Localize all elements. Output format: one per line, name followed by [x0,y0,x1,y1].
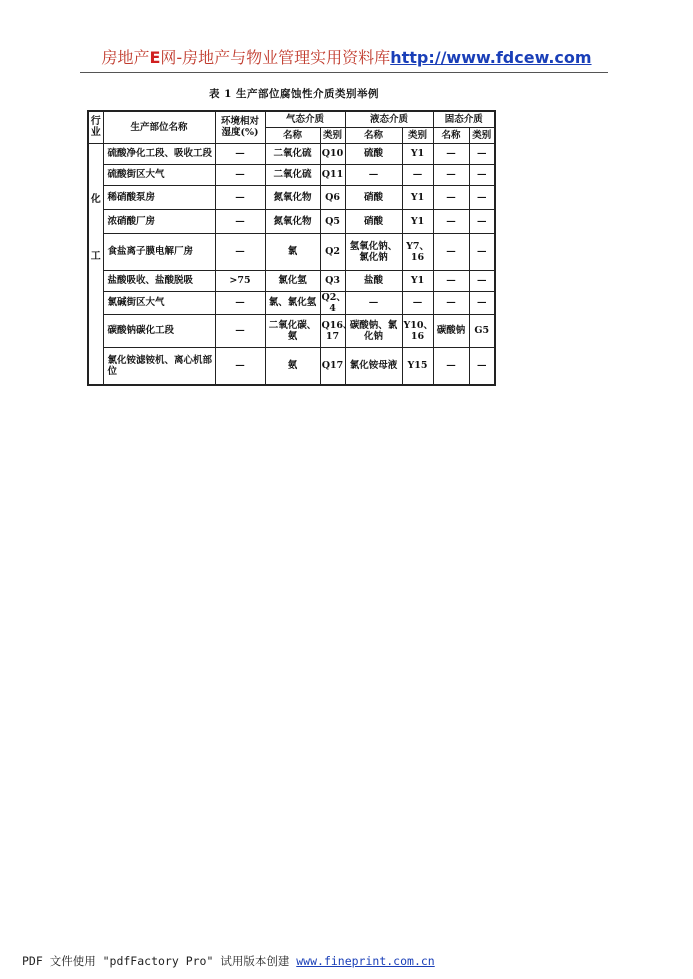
humidity-cell: — [215,209,265,233]
industry-char: 工 [90,250,101,262]
liquid-name-cell: 硝酸 [345,185,402,209]
gas-category-cell: Q16、17 [320,314,345,347]
table-row [88,347,495,385]
solid-category-cell: — [469,185,495,209]
header-title-e: E [149,48,161,67]
industry-cell [88,143,103,385]
col-header-solid-name: 名称 [433,127,469,143]
liquid-category-cell: — [402,164,433,185]
solid-category-cell: — [469,143,495,164]
col-header-gas: 气态介质 [265,111,345,127]
solid-name-cell: — [433,291,469,314]
solid-category-cell: G5 [469,314,495,347]
gas-category-cell: Q6 [320,185,345,209]
pdf-footer [22,953,435,969]
table-row [88,143,495,164]
location-cell: 硫酸净化工段、吸收工段 [103,143,215,164]
location-cell: 碳酸钠碳化工段 [103,314,215,347]
table-row [88,233,495,270]
col-header-liquid-category: 类别 [402,127,433,143]
liquid-category-cell: Y1 [402,143,433,164]
liquid-category-cell: Y10、16 [402,314,433,347]
gas-category-cell: Q2、4 [321,291,346,314]
gas-name-cell: 二氧化碳、氨 [265,314,320,347]
liquid-category-cell: Y15 [402,347,433,385]
gas-name-cell: 氯 [265,233,320,270]
table-row [88,270,495,291]
liquid-name-cell: 氢氧化钠、氯化钠 [345,233,402,270]
solid-name-cell: — [433,270,469,291]
liquid-category-cell: Y1 [402,185,433,209]
gas-name-cell: 氮氧化物 [265,209,320,233]
gas-name-cell: 氮氧化物 [265,185,320,209]
industry-char: 化 [90,193,101,205]
solid-name-cell: — [433,164,469,185]
liquid-category-cell: Y1 [402,270,433,291]
location-cell: 浓硝酸厂房 [103,209,215,233]
location-cell: 氯碱街区大气 [103,291,215,314]
solid-name-cell: — [433,185,469,209]
col-header-liquid: 液态介质 [345,111,433,127]
col-header-humidity: 环境相对湿度(%) [215,111,265,143]
liquid-category-cell: Y1 [402,209,433,233]
humidity-cell: — [215,347,265,385]
table-row [88,291,495,314]
table-title: 表 1 生产部位腐蚀性介质类别举例 [208,88,380,100]
solid-category-cell: — [469,233,495,270]
table-row [88,209,495,233]
humidity-cell: — [215,291,265,314]
humidity-cell: — [215,185,265,209]
liquid-name-cell: 硫酸 [345,143,402,164]
header-title-part1: 房地产 [101,48,150,67]
col-header-solid-category: 类别 [469,127,495,143]
col-header-gas-name: 名称 [265,127,320,143]
solid-name-cell: 碳酸钠 [433,314,469,347]
gas-name-cell: 氨 [265,347,320,385]
gas-category-cell: Q2 [320,233,345,270]
table-row [88,314,495,347]
liquid-name-cell: 碳酸钠、氯化钠 [345,314,402,347]
gas-category-cell: Q10 [320,143,345,164]
gas-name-cell: 二氧化硫 [265,143,320,164]
liquid-category-cell: — [402,291,433,314]
col-header-solid: 固态介质 [433,111,495,127]
footer-text: PDF 文件使用 "pdfFactory Pro" 试用版本创建 [22,954,297,968]
liquid-name-cell: 氯化铵母液 [345,347,402,385]
gas-category-cell: Q3 [320,270,345,291]
location-cell: 稀硝酸泵房 [103,185,215,209]
solid-category-cell: — [469,164,495,185]
humidity-cell: — [215,233,265,270]
corrosive-media-table [87,110,496,386]
liquid-name-cell: 硝酸 [345,209,402,233]
solid-category-cell: — [469,291,495,314]
table-row [88,185,495,209]
humidity-cell: — [215,143,265,164]
gas-name-cell: 二氧化硫 [265,164,320,185]
humidity-cell: >75 [215,270,265,291]
solid-category-cell: — [469,209,495,233]
col-header-gas-category: 类别 [320,127,345,143]
footer-link[interactable]: www.fineprint.com.cn [296,954,435,968]
gas-category-cell: Q17 [320,347,345,385]
header-divider [80,72,608,73]
gas-category-cell: Q5 [320,209,345,233]
solid-category-cell: — [469,347,495,385]
table-row [88,164,495,185]
col-header-liquid-name: 名称 [345,127,402,143]
liquid-name-cell: 盐酸 [345,270,402,291]
gas-name-cell: 氯、氯化氢 [265,291,320,314]
solid-name-cell: — [433,347,469,385]
location-cell: 食盐离子膜电解厂房 [103,233,215,270]
gas-category-cell: Q11 [320,164,345,185]
header-row-1 [88,111,495,127]
site-header [0,46,693,70]
header-url-link[interactable]: http://www.fdcew.com [390,48,592,67]
liquid-category-cell: Y7、16 [402,233,433,270]
col-header-industry: 行业 [88,111,103,143]
header-title-part3: 网-房地产与物业管理实用资料库 [160,48,391,67]
humidity-cell: — [215,314,265,347]
solid-name-cell: — [433,209,469,233]
humidity-cell: — [215,164,265,185]
col-header-location: 生产部位名称 [103,111,215,143]
liquid-name-cell: — [345,164,402,185]
liquid-name-cell: — [345,291,402,314]
solid-category-cell: — [469,270,495,291]
location-cell: 氯化铵滤铵机、离心机部位 [103,347,215,385]
solid-name-cell: — [433,233,469,270]
location-cell: 盐酸吸收、盐酸脱吸 [103,270,215,291]
solid-name-cell: — [433,143,469,164]
gas-name-cell: 氯化氢 [265,270,320,291]
location-cell: 硫酸街区大气 [103,164,215,185]
